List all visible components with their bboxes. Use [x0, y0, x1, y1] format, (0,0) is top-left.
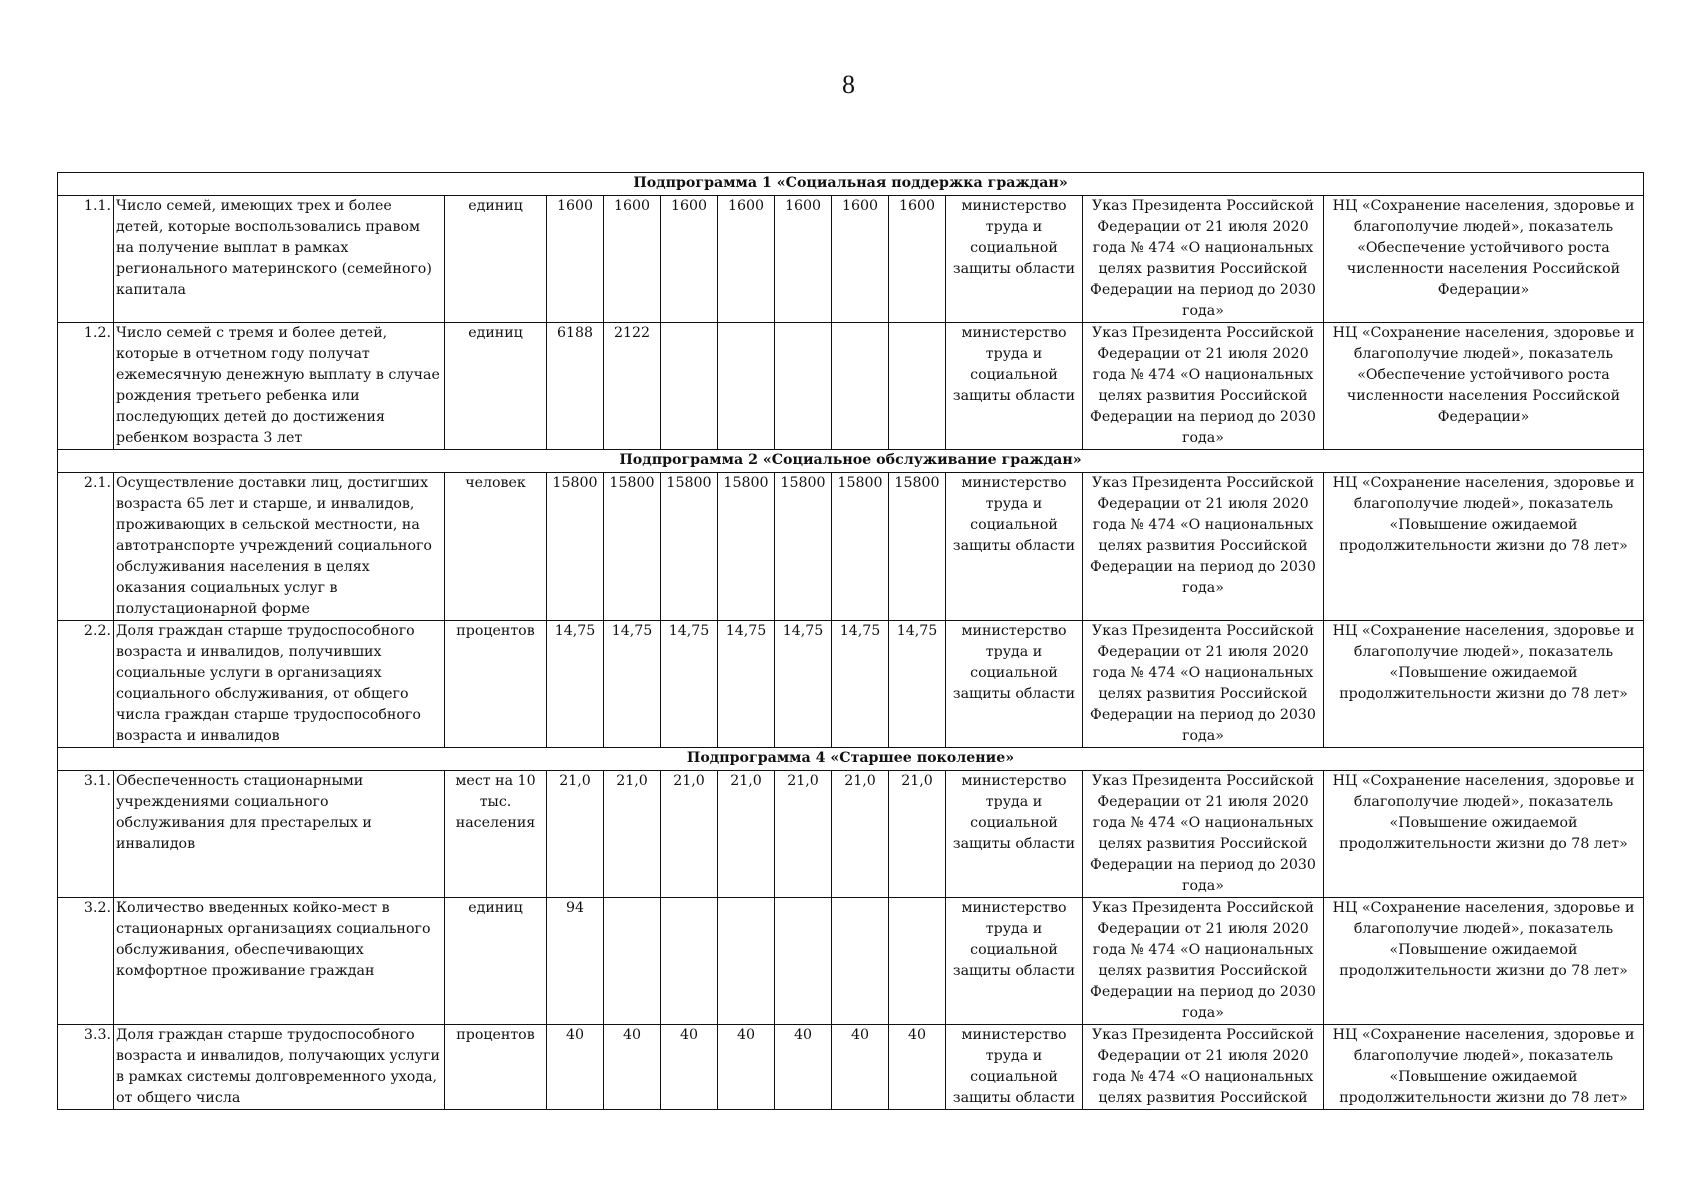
indicator-value: 21,0	[718, 771, 775, 898]
unit-of-measure: единиц	[445, 898, 547, 1025]
national-goal: НЦ «Сохранение населения, здоровье и благополучие людей», показатель «Обеспечение устойчивого роста численности населения Российской Федерации»	[1324, 196, 1644, 323]
indicator-value: 1600	[889, 196, 946, 323]
indicator-name: Количество введенных койко-мест в стационарных организациях социального обслуживания, обеспечивающих комфортное проживание граждан	[114, 898, 445, 1025]
table-row	[58, 771, 1644, 898]
indicator-value	[775, 898, 832, 1025]
table-row	[58, 1025, 1644, 1110]
indicators-table	[57, 172, 1644, 1110]
regulatory-document: Указ Президента Российской Федерации от 21 июля 2020 года № 474 «О национальных целях развития Российской Федерации на период до 2030 года»	[1083, 771, 1324, 898]
responsible-executor: министерство труда и социальной защиты области	[946, 1025, 1083, 1110]
national-goal: НЦ «Сохранение населения, здоровье и благополучие людей», показатель «Повышение ожидаемой продолжительности жизни до 78 лет»	[1324, 898, 1644, 1025]
table-row	[58, 473, 1644, 621]
row-number: 3.1.	[58, 771, 114, 898]
indicator-value: 21,0	[832, 771, 889, 898]
indicator-name: Число семей, имеющих трех и более детей, которые воспользовались правом на получение выплат в рамках регионального материнского (семейного) капитала	[114, 196, 445, 323]
indicator-value: 15800	[775, 473, 832, 621]
regulatory-document: Указ Президента Российской Федерации от 21 июля 2020 года № 474 «О национальных целях развития Российской Федерации на период до 2030 года»	[1083, 323, 1324, 450]
indicator-value	[775, 323, 832, 450]
indicator-value: 14,75	[718, 621, 775, 748]
unit-of-measure: единиц	[445, 323, 547, 450]
indicator-value	[832, 323, 889, 450]
indicator-value: 1600	[832, 196, 889, 323]
indicator-value: 15800	[547, 473, 604, 621]
row-number: 3.3.	[58, 1025, 114, 1110]
indicator-value: 15800	[832, 473, 889, 621]
indicator-value: 14,75	[832, 621, 889, 748]
indicator-value: 14,75	[547, 621, 604, 748]
indicator-value: 40	[547, 1025, 604, 1110]
indicator-value	[604, 898, 661, 1025]
unit-of-measure: человек	[445, 473, 547, 621]
section-title: Подпрограмма 2 «Социальное обслуживание граждан»	[58, 450, 1644, 473]
responsible-executor: министерство труда и социальной защиты области	[946, 771, 1083, 898]
indicator-value: 1600	[604, 196, 661, 323]
national-goal: НЦ «Сохранение населения, здоровье и благополучие людей», показатель «Повышение ожидаемой продолжительности жизни до 78 лет»	[1324, 473, 1644, 621]
table-row	[58, 323, 1644, 450]
regulatory-document: Указ Президента Российской Федерации от 21 июля 2020 года № 474 «О национальных целях развития Российской Федерации на период до 2030 года»	[1083, 898, 1324, 1025]
national-goal: НЦ «Сохранение населения, здоровье и благополучие людей», показатель «Повышение ожидаемой продолжительности жизни до 78 лет»	[1324, 621, 1644, 748]
national-goal: НЦ «Сохранение населения, здоровье и благополучие людей», показатель «Повышение ожидаемой продолжительности жизни до 78 лет»	[1324, 1025, 1644, 1110]
indicator-value: 1600	[718, 196, 775, 323]
indicator-value: 15800	[889, 473, 946, 621]
table-row	[58, 898, 1644, 1025]
indicator-name: Осуществление доставки лиц, достигших возраста 65 лет и старше, и инвалидов, проживающих в сельской местности, на автотранспорте учреждений социального обслуживания населения в целях оказания социальных услуг в полустационарной форме	[114, 473, 445, 621]
indicator-name: Доля граждан старше трудоспособного возраста и инвалидов, получающих услуги в рамках системы долговременного ухода, от общего числа	[114, 1025, 445, 1110]
indicator-value	[661, 898, 718, 1025]
regulatory-document: Указ Президента Российской Федерации от 21 июля 2020 года № 474 «О национальных целях развития Российской Федерации на период до 2030 года»	[1083, 473, 1324, 621]
indicator-value: 15800	[604, 473, 661, 621]
table-body	[58, 173, 1644, 1110]
regulatory-document: Указ Президента Российской Федерации от 21 июля 2020 года № 474 «О национальных целях развития Российской Федерации на период до 2030 года»	[1083, 621, 1324, 748]
indicator-value: 40	[775, 1025, 832, 1110]
national-goal: НЦ «Сохранение населения, здоровье и благополучие людей», показатель «Обеспечение устойчивого роста численности населения Российской Федерации»	[1324, 323, 1644, 450]
unit-of-measure: единиц	[445, 196, 547, 323]
indicator-name: Число семей с тремя и более детей, которые в отчетном году получат ежемесячную денежную выплату в случае рождения третьего ребенка или последующих детей до достижения ребенком возраста 3 лет	[114, 323, 445, 450]
indicator-value: 40	[661, 1025, 718, 1110]
regulatory-document: Указ Президента Российской Федерации от 21 июля 2020 года № 474 «О национальных целях развития Российской Федерации на период до 2030 года»	[1083, 196, 1324, 323]
table-row	[58, 621, 1644, 748]
indicator-name: Доля граждан старше трудоспособного возраста и инвалидов, получивших социальные услуги в организациях социального обслуживания, от общего числа граждан старше трудоспособного возраста и инвалидов	[114, 621, 445, 748]
indicator-value: 15800	[661, 473, 718, 621]
national-goal: НЦ «Сохранение населения, здоровье и благополучие людей», показатель «Повышение ожидаемой продолжительности жизни до 78 лет»	[1324, 771, 1644, 898]
indicator-value: 14,75	[604, 621, 661, 748]
responsible-executor: министерство труда и социальной защиты области	[946, 898, 1083, 1025]
row-number: 3.2.	[58, 898, 114, 1025]
indicator-value: 21,0	[889, 771, 946, 898]
indicator-value: 2122	[604, 323, 661, 450]
indicator-value	[889, 323, 946, 450]
indicator-value: 40	[832, 1025, 889, 1110]
unit-of-measure: процентов	[445, 1025, 547, 1110]
section-header-row	[58, 173, 1644, 196]
section-title: Подпрограмма 4 «Старшее поколение»	[58, 748, 1644, 771]
responsible-executor: министерство труда и социальной защиты области	[946, 196, 1083, 323]
table-row	[58, 196, 1644, 323]
indicator-name: Обеспеченность стационарными учреждениями социального обслуживания для престарелых и инвалидов	[114, 771, 445, 898]
row-number: 2.1.	[58, 473, 114, 621]
indicator-value: 21,0	[661, 771, 718, 898]
responsible-executor: министерство труда и социальной защиты области	[946, 621, 1083, 748]
section-header-row	[58, 748, 1644, 771]
indicator-value	[661, 323, 718, 450]
page-number: 8	[842, 70, 855, 99]
indicator-value: 40	[604, 1025, 661, 1110]
indicator-value: 21,0	[775, 771, 832, 898]
indicator-value	[889, 898, 946, 1025]
indicator-value: 15800	[718, 473, 775, 621]
indicator-value: 14,75	[661, 621, 718, 748]
regulatory-document: Указ Президента Российской Федерации от 21 июля 2020 года № 474 «О национальных целях развития Российской	[1083, 1025, 1324, 1110]
indicator-value: 94	[547, 898, 604, 1025]
section-header-row	[58, 450, 1644, 473]
unit-of-measure: процентов	[445, 621, 547, 748]
indicator-value: 14,75	[889, 621, 946, 748]
responsible-executor: министерство труда и социальной защиты области	[946, 323, 1083, 450]
indicator-value: 21,0	[547, 771, 604, 898]
indicator-value	[718, 898, 775, 1025]
indicator-value: 14,75	[775, 621, 832, 748]
indicator-value: 40	[889, 1025, 946, 1110]
indicator-value: 21,0	[604, 771, 661, 898]
section-title: Подпрограмма 1 «Социальная поддержка граждан»	[58, 173, 1644, 196]
indicator-value: 1600	[661, 196, 718, 323]
indicator-value	[832, 898, 889, 1025]
unit-of-measure: мест на 10 тыс. населения	[445, 771, 547, 898]
responsible-executor: министерство труда и социальной защиты области	[946, 473, 1083, 621]
row-number: 1.2.	[58, 323, 114, 450]
row-number: 2.2.	[58, 621, 114, 748]
indicator-value: 1600	[775, 196, 832, 323]
indicator-value: 1600	[547, 196, 604, 323]
indicator-value	[718, 323, 775, 450]
indicator-value: 6188	[547, 323, 604, 450]
indicator-value: 40	[718, 1025, 775, 1110]
row-number: 1.1.	[58, 196, 114, 323]
